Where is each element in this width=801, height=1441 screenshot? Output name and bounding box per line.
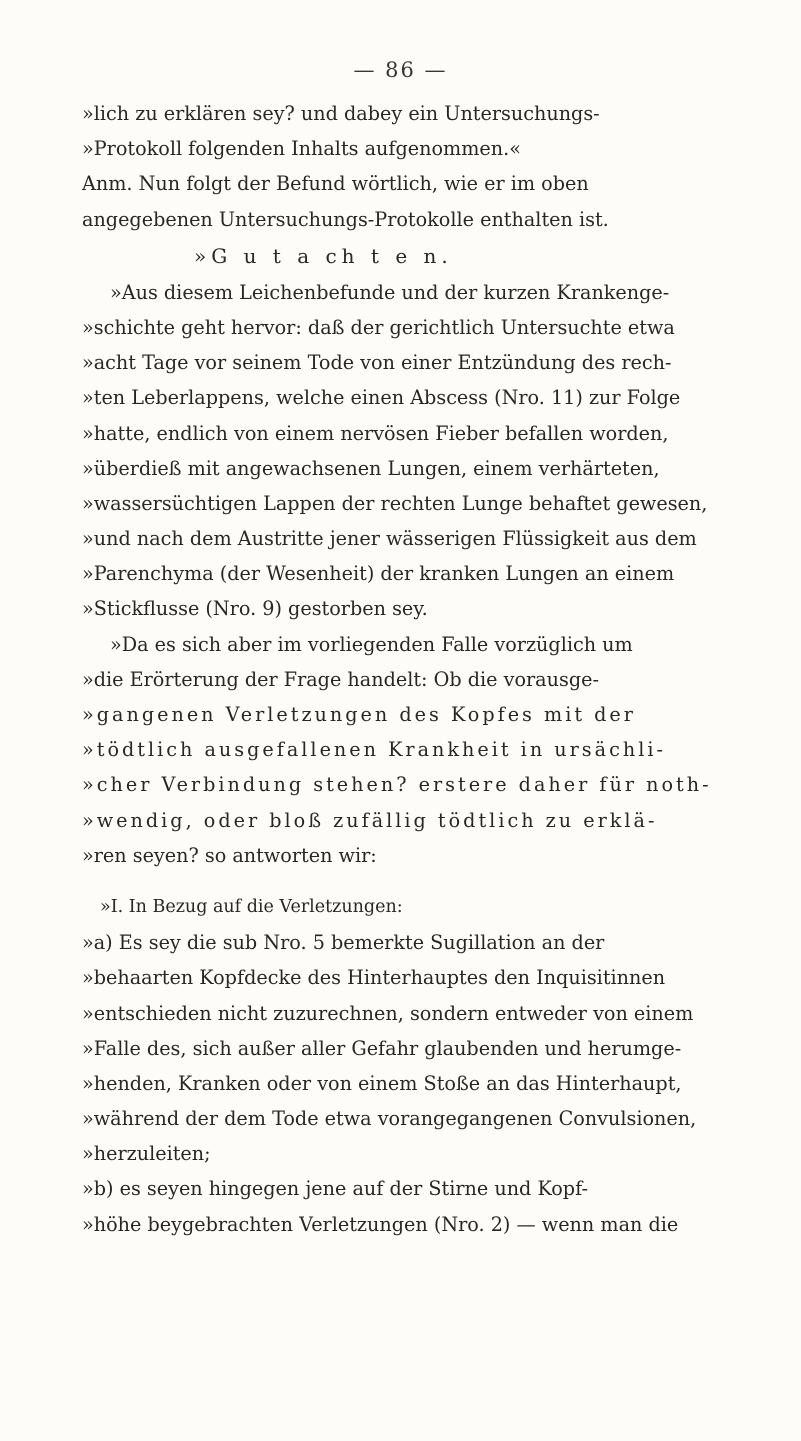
text-line: »b) es seyen hingegen jene auf der Stirne und Kopf- [82,1177,588,1201]
text-line: »Parenchyma (der Wesenheit) der kranken Lungen an einem [82,562,675,586]
text-line: »ren seyen? so antworten wir: [82,843,377,867]
text-line: »gangenen Verletzungen des Kopfes mit der [82,703,636,726]
text-line: »die Erörterung der Frage handelt: Ob die vorausge- [82,667,599,691]
text-line: »höhe beygebrachten Verletzungen (Nro. 2) — wenn man die [82,1212,679,1236]
text-line: »hatte, endlich von einem nervösen Fieber befallen worden, [82,421,669,445]
text-line: »Protokoll folgenden Inhalts aufgenommen.« [82,137,521,161]
text-line: »wendig, oder bloß zufällig tödtlich zu erklä- [82,808,658,832]
annotation-line: angegebenen Untersuchungs-Protokolle enthalten ist. [82,207,609,231]
text-line: »entschieden nicht zuzurechnen, sondern entweder von einem [82,1001,694,1025]
text-line: »überdieß mit angewachsenen Lungen, einem verhärteten, [82,456,660,480]
text-line: »wassersüchtigen Lappen der rechten Lunge behaftet gewesen, [82,491,708,515]
section-heading: »G u t a ch t e n. [194,243,453,268]
text-line: »a) Es sey die sub Nro. 5 bemerkte Sugillation an der [82,931,605,955]
text-line: »schichte geht hervor: daß der gerichtlich Untersuchte etwa [82,315,675,339]
body-text [82,96,772,1242]
text-line: »und nach dem Austritte jener wässerigen Flüssigkeit aus dem [82,527,697,551]
text-line: »lich zu erklären sey? und dabey ein Untersuchungs- [82,102,600,125]
text-line: »während der dem Tode etwa vorangegangenen Convulsionen, [82,1107,697,1131]
text-line: »cher Verbindung stehen? erstere daher für noth- [82,773,712,797]
text-line: »behaarten Kopfdecke des Hinterhauptes den Inquisitinnen [82,966,666,990]
text-line: »ten Leberlappens, welche einen Abscess (Nro. 11) zur Folge [82,386,681,410]
text-line: »Falle des, sich außer aller Gefahr glaubenden und herumge- [82,1036,682,1060]
spacer [82,873,772,890]
text-line: »Stickflusse (Nro. 9) gestorben sey. [82,597,428,621]
page-number: — 86 — [353,58,448,82]
text-line: »tödtlich ausgefallenen Krankheit in ursächli- [82,738,666,762]
text-line: »acht Tage vor seinem Tode von einer Entzündung des rech- [82,351,672,375]
text-line: »herzuleiten; [82,1142,211,1166]
text-line: »Da es sich aber im vorliegenden Falle vorzüglich um [110,632,633,656]
text-line: »henden, Kranken oder von einem Stoße an das Hinterhaupt, [82,1071,682,1095]
annotation-line: Anm. Nun folgt der Befund wörtlich, wie er im oben [82,172,589,196]
text-line: »Aus diesem Leichenbefunde und der kurzen Krankenge- [110,280,670,304]
subsection-heading: »I. In Bezug auf die Verletzungen: [100,896,403,917]
